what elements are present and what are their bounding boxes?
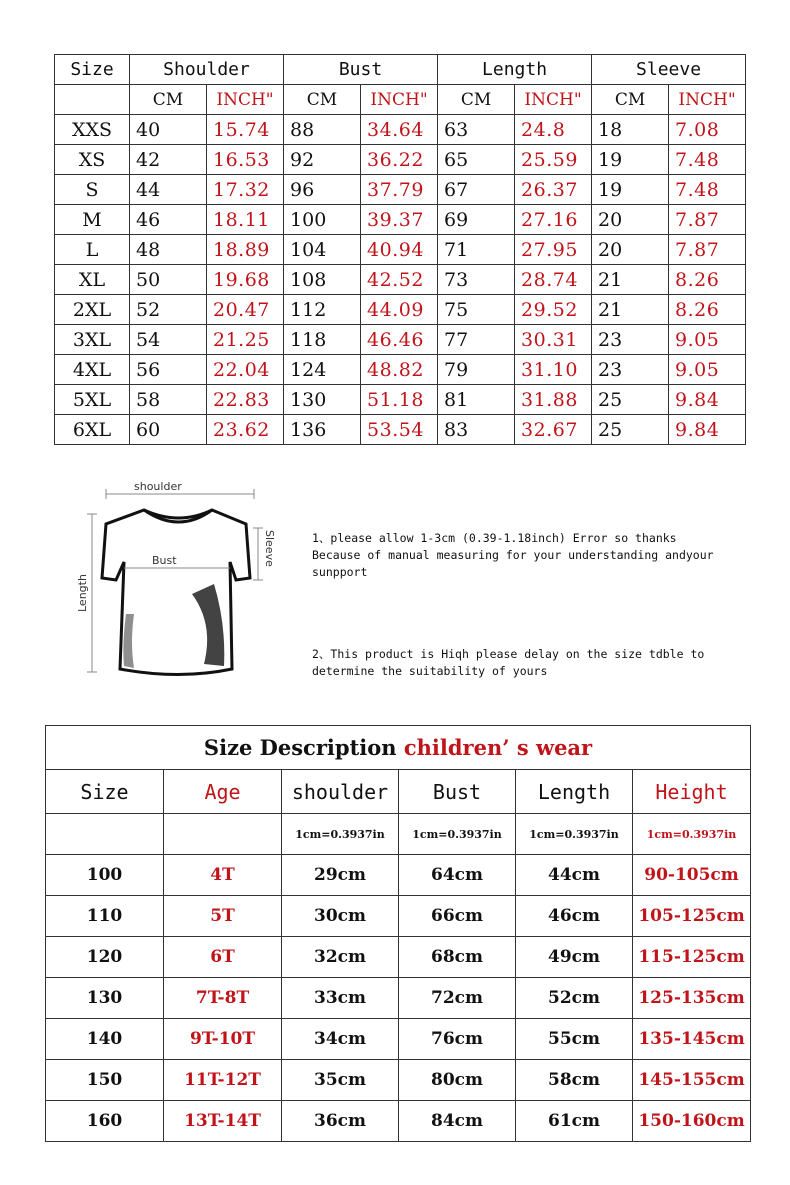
cell-length-in: 25.59 <box>515 145 592 175</box>
adult-table-row <box>55 115 746 145</box>
child-header-length: Length <box>516 770 633 814</box>
note2-line1: 2、This product is Hiqh please delay on the size tdble to <box>312 647 705 661</box>
cell-size: L <box>55 235 130 265</box>
cell-shoulder-cm: 54 <box>130 325 207 355</box>
cell-size: 6XL <box>55 415 130 445</box>
cell-length-cm: 75 <box>438 295 515 325</box>
cell-shoulder-cm: 58 <box>130 385 207 415</box>
children-size-section <box>45 725 750 1142</box>
title-size-description: Size Description <box>203 735 397 760</box>
cell-size: S <box>55 175 130 205</box>
header-bust: Bust <box>284 55 438 85</box>
children-table-row <box>46 855 751 896</box>
cell-sleeve-cm: 20 <box>592 205 669 235</box>
unit-inch: INCH" <box>361 85 438 115</box>
cell-bust-in: 36.22 <box>361 145 438 175</box>
child-cell-age: 9T-10T <box>164 1019 282 1060</box>
unit-blank <box>55 85 130 115</box>
child-cell-length: 55cm <box>516 1019 633 1060</box>
cell-sleeve-cm: 19 <box>592 145 669 175</box>
bust-label: Bust <box>152 554 177 567</box>
unit-inch: INCH" <box>207 85 284 115</box>
cell-sleeve-cm: 21 <box>592 265 669 295</box>
note-size-table <box>312 646 752 680</box>
child-cell-length: 61cm <box>516 1101 633 1142</box>
adult-table-row <box>55 235 746 265</box>
cell-shoulder-in: 21.25 <box>207 325 284 355</box>
adult-table-row <box>55 265 746 295</box>
note1-line3: sunpport <box>312 565 368 579</box>
cell-size: M <box>55 205 130 235</box>
unit-note: 1cm=0.3937in <box>633 814 751 855</box>
cell-length-in: 27.16 <box>515 205 592 235</box>
unit-cm: CM <box>284 85 361 115</box>
cell-shoulder-cm: 42 <box>130 145 207 175</box>
cell-bust-cm: 108 <box>284 265 361 295</box>
cell-shoulder-cm: 60 <box>130 415 207 445</box>
note2-line2: determine the suitability of yours <box>312 664 548 678</box>
unit-cm: CM <box>592 85 669 115</box>
children-title <box>46 726 751 770</box>
child-cell-age: 5T <box>164 896 282 937</box>
adult-size-table <box>54 54 746 445</box>
cell-sleeve-cm: 20 <box>592 235 669 265</box>
cell-shoulder-in: 20.47 <box>207 295 284 325</box>
child-cell-size: 110 <box>46 896 164 937</box>
cell-bust-cm: 112 <box>284 295 361 325</box>
unit-blank <box>46 814 164 855</box>
child-cell-length: 52cm <box>516 978 633 1019</box>
tshirt-diagram-svg <box>64 474 284 699</box>
child-cell-bust: 68cm <box>399 937 516 978</box>
cell-sleeve-cm: 18 <box>592 115 669 145</box>
cell-size: XXS <box>55 115 130 145</box>
unit-inch: INCH" <box>515 85 592 115</box>
cell-length-in: 28.74 <box>515 265 592 295</box>
cell-shoulder-in: 22.04 <box>207 355 284 385</box>
cell-shoulder-in: 15.74 <box>207 115 284 145</box>
cell-length-cm: 67 <box>438 175 515 205</box>
cell-length-in: 32.67 <box>515 415 592 445</box>
child-header-height: Height <box>633 770 751 814</box>
cell-size: XS <box>55 145 130 175</box>
child-cell-bust: 64cm <box>399 855 516 896</box>
adult-table-row <box>55 295 746 325</box>
child-cell-height: 135-145cm <box>633 1019 751 1060</box>
cell-sleeve-in: 8.26 <box>669 295 746 325</box>
adult-table-row <box>55 145 746 175</box>
children-table-row <box>46 978 751 1019</box>
child-cell-size: 150 <box>46 1060 164 1101</box>
children-title-row <box>46 726 751 770</box>
child-cell-length: 49cm <box>516 937 633 978</box>
cell-length-in: 29.52 <box>515 295 592 325</box>
cell-length-cm: 71 <box>438 235 515 265</box>
shoulder-label: shoulder <box>134 480 182 493</box>
cell-bust-cm: 100 <box>284 205 361 235</box>
children-table-row <box>46 1019 751 1060</box>
cell-length-in: 26.37 <box>515 175 592 205</box>
cell-bust-cm: 88 <box>284 115 361 145</box>
cell-sleeve-in: 9.84 <box>669 385 746 415</box>
adult-table-row <box>55 355 746 385</box>
cell-length-in: 27.95 <box>515 235 592 265</box>
child-cell-size: 120 <box>46 937 164 978</box>
child-cell-age: 13T-14T <box>164 1101 282 1142</box>
header-sleeve: Sleeve <box>592 55 746 85</box>
adult-header-row <box>55 55 746 85</box>
cell-size: 5XL <box>55 385 130 415</box>
cell-bust-cm: 136 <box>284 415 361 445</box>
child-header-size: Size <box>46 770 164 814</box>
cell-sleeve-in: 9.84 <box>669 415 746 445</box>
child-cell-length: 44cm <box>516 855 633 896</box>
child-cell-age: 4T <box>164 855 282 896</box>
children-table-row <box>46 1101 751 1142</box>
child-cell-height: 90-105cm <box>633 855 751 896</box>
cell-sleeve-cm: 25 <box>592 415 669 445</box>
sleeve-label: Sleeve <box>263 530 276 567</box>
child-header-shoulder: shoulder <box>282 770 399 814</box>
cell-shoulder-cm: 40 <box>130 115 207 145</box>
header-length: Length <box>438 55 592 85</box>
length-label: Length <box>76 574 89 612</box>
children-table-row <box>46 937 751 978</box>
child-cell-height: 145-155cm <box>633 1060 751 1101</box>
child-cell-length: 58cm <box>516 1060 633 1101</box>
cell-size: 2XL <box>55 295 130 325</box>
cell-bust-in: 39.37 <box>361 205 438 235</box>
cell-sleeve-in: 7.48 <box>669 145 746 175</box>
adult-table-row <box>55 385 746 415</box>
cell-shoulder-cm: 56 <box>130 355 207 385</box>
cell-length-cm: 81 <box>438 385 515 415</box>
child-cell-age: 7T-8T <box>164 978 282 1019</box>
cell-shoulder-in: 23.62 <box>207 415 284 445</box>
cell-bust-in: 53.54 <box>361 415 438 445</box>
cell-bust-cm: 96 <box>284 175 361 205</box>
children-header-row <box>46 770 751 814</box>
cell-shoulder-in: 22.83 <box>207 385 284 415</box>
child-cell-bust: 66cm <box>399 896 516 937</box>
cell-sleeve-cm: 23 <box>592 325 669 355</box>
cell-length-in: 31.88 <box>515 385 592 415</box>
adult-table-row <box>55 175 746 205</box>
cell-size: 3XL <box>55 325 130 355</box>
cell-shoulder-cm: 46 <box>130 205 207 235</box>
cell-length-cm: 83 <box>438 415 515 445</box>
cell-shoulder-in: 19.68 <box>207 265 284 295</box>
adult-table-row <box>55 325 746 355</box>
child-cell-bust: 76cm <box>399 1019 516 1060</box>
cell-sleeve-in: 7.08 <box>669 115 746 145</box>
note1-line1: 1、please allow 1-3cm (0.39-1.18inch) Error so thanks <box>312 531 677 545</box>
adult-unit-row <box>55 85 746 115</box>
child-cell-shoulder: 36cm <box>282 1101 399 1142</box>
cell-length-cm: 79 <box>438 355 515 385</box>
cell-bust-in: 37.79 <box>361 175 438 205</box>
child-cell-shoulder: 30cm <box>282 896 399 937</box>
child-header-age: Age <box>164 770 282 814</box>
cell-bust-in: 44.09 <box>361 295 438 325</box>
adult-table-row <box>55 415 746 445</box>
cell-size: XL <box>55 265 130 295</box>
unit-cm: CM <box>130 85 207 115</box>
children-table-row <box>46 1060 751 1101</box>
child-cell-size: 140 <box>46 1019 164 1060</box>
child-cell-age: 11T-12T <box>164 1060 282 1101</box>
cell-bust-in: 42.52 <box>361 265 438 295</box>
child-cell-bust: 84cm <box>399 1101 516 1142</box>
cell-shoulder-cm: 50 <box>130 265 207 295</box>
cell-sleeve-cm: 25 <box>592 385 669 415</box>
unit-note: 1cm=0.3937in <box>399 814 516 855</box>
cell-length-cm: 69 <box>438 205 515 235</box>
title-childrens-wear: children’ s wear <box>403 735 593 760</box>
cell-length-in: 31.10 <box>515 355 592 385</box>
child-cell-bust: 80cm <box>399 1060 516 1101</box>
header-size: Size <box>55 55 130 85</box>
cell-sleeve-cm: 23 <box>592 355 669 385</box>
header-shoulder: Shoulder <box>130 55 284 85</box>
unit-inch: INCH" <box>669 85 746 115</box>
child-cell-age: 6T <box>164 937 282 978</box>
child-cell-size: 160 <box>46 1101 164 1142</box>
note-measurement-error <box>312 530 752 581</box>
tshirt-measurement-diagram <box>64 474 284 699</box>
cell-sleeve-in: 9.05 <box>669 325 746 355</box>
cell-length-in: 30.31 <box>515 325 592 355</box>
note1-line2: Because of manual measuring for your understanding andyour <box>312 548 714 562</box>
cell-length-cm: 65 <box>438 145 515 175</box>
cell-bust-cm: 104 <box>284 235 361 265</box>
child-cell-shoulder: 33cm <box>282 978 399 1019</box>
cell-length-in: 24.8 <box>515 115 592 145</box>
cell-shoulder-cm: 52 <box>130 295 207 325</box>
cell-bust-cm: 92 <box>284 145 361 175</box>
cell-bust-in: 51.18 <box>361 385 438 415</box>
child-cell-shoulder: 29cm <box>282 855 399 896</box>
cell-bust-cm: 130 <box>284 385 361 415</box>
cell-sleeve-in: 8.26 <box>669 265 746 295</box>
child-header-bust: Bust <box>399 770 516 814</box>
cell-bust-in: 46.46 <box>361 325 438 355</box>
cell-length-cm: 77 <box>438 325 515 355</box>
cell-length-cm: 73 <box>438 265 515 295</box>
cell-bust-cm: 118 <box>284 325 361 355</box>
cell-bust-in: 34.64 <box>361 115 438 145</box>
cell-sleeve-cm: 19 <box>592 175 669 205</box>
child-cell-size: 130 <box>46 978 164 1019</box>
child-cell-length: 46cm <box>516 896 633 937</box>
child-cell-height: 150-160cm <box>633 1101 751 1142</box>
cell-sleeve-in: 7.87 <box>669 205 746 235</box>
child-cell-height: 115-125cm <box>633 937 751 978</box>
cell-shoulder-in: 17.32 <box>207 175 284 205</box>
cell-bust-in: 40.94 <box>361 235 438 265</box>
children-size-table <box>45 725 751 1142</box>
cell-sleeve-in: 7.87 <box>669 235 746 265</box>
cell-length-cm: 63 <box>438 115 515 145</box>
cell-shoulder-cm: 48 <box>130 235 207 265</box>
child-cell-shoulder: 32cm <box>282 937 399 978</box>
cell-size: 4XL <box>55 355 130 385</box>
children-table-row <box>46 896 751 937</box>
child-cell-bust: 72cm <box>399 978 516 1019</box>
cell-shoulder-cm: 44 <box>130 175 207 205</box>
cell-shoulder-in: 18.89 <box>207 235 284 265</box>
unit-cm: CM <box>438 85 515 115</box>
unit-blank <box>164 814 282 855</box>
child-cell-shoulder: 35cm <box>282 1060 399 1101</box>
child-cell-height: 125-135cm <box>633 978 751 1019</box>
cell-shoulder-in: 16.53 <box>207 145 284 175</box>
children-unit-row <box>46 814 751 855</box>
child-cell-shoulder: 34cm <box>282 1019 399 1060</box>
cell-shoulder-in: 18.11 <box>207 205 284 235</box>
cell-sleeve-cm: 21 <box>592 295 669 325</box>
child-cell-height: 105-125cm <box>633 896 751 937</box>
child-cell-size: 100 <box>46 855 164 896</box>
adult-table-row <box>55 205 746 235</box>
cell-sleeve-in: 7.48 <box>669 175 746 205</box>
cell-sleeve-in: 9.05 <box>669 355 746 385</box>
cell-bust-cm: 124 <box>284 355 361 385</box>
unit-note: 1cm=0.3937in <box>282 814 399 855</box>
cell-bust-in: 48.82 <box>361 355 438 385</box>
unit-note: 1cm=0.3937in <box>516 814 633 855</box>
